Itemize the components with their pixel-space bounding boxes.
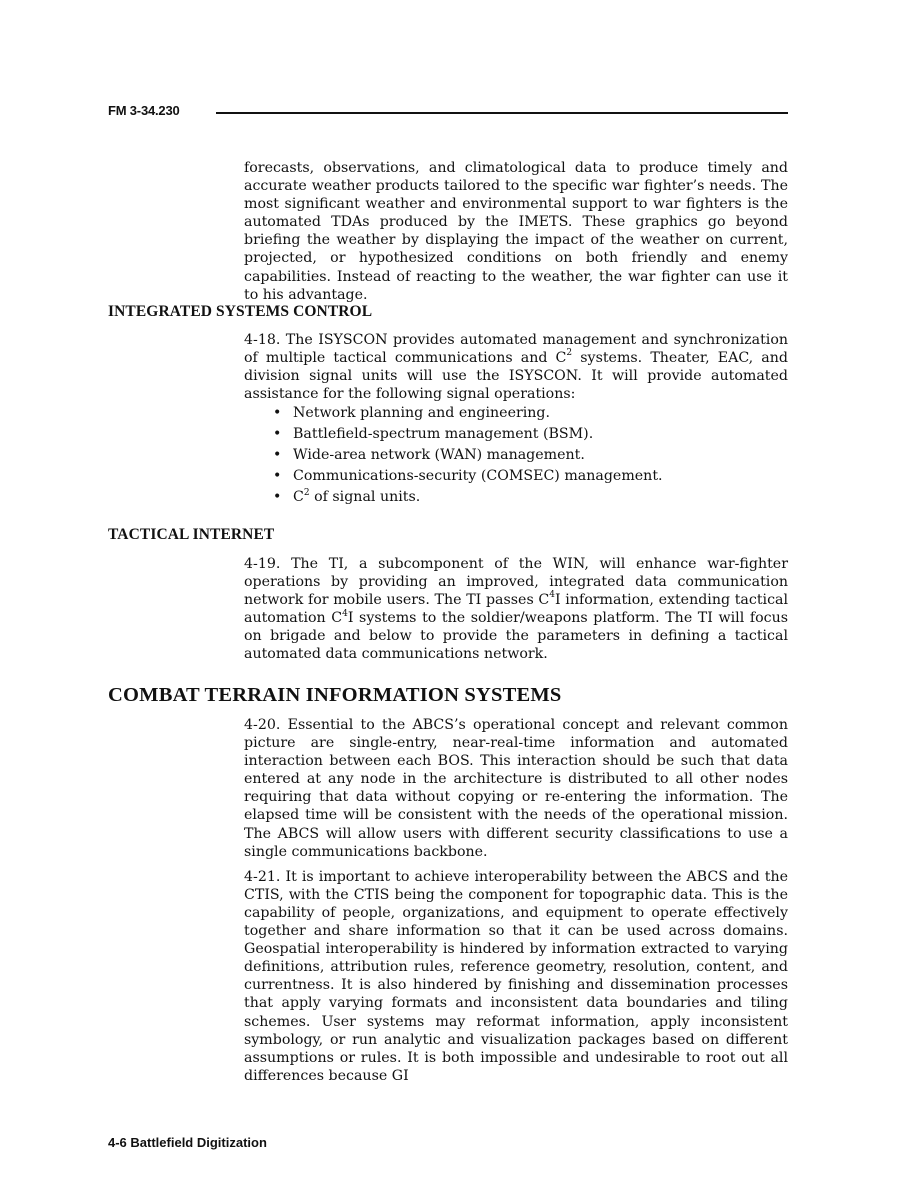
c2-superscript: 2	[566, 348, 573, 359]
paragraph-4-19-part-3: I systems to the soldier/weapons platform. The TI will focus on brigade and below to provide the parameters in defining a tactical automated data communications network.	[244, 610, 788, 663]
bullet-icon: •	[273, 426, 282, 443]
c2-superscript: 2	[303, 487, 310, 498]
page-footer: 4-6 Battlefield Digitization	[108, 1135, 267, 1150]
c4-superscript: 4	[549, 590, 556, 601]
paragraph-4-18	[244, 331, 788, 403]
list-item-text: Battlefield-spectrum management (BSM).	[293, 426, 594, 443]
list-item	[244, 466, 788, 487]
paragraph-4-20: 4-20. Essential to the ABCS’s operational concept and relevant common picture are single-entry, near-real-time information and automated interaction between each BOS. This interaction should be such that data entered at any node in the architecture is distributed to all other nodes requiring that data without copying or re-entering the information. The elapsed time will be consistent with the needs of the operational mission. The ABCS will allow users with different security classifications to use a single communications backbone.	[244, 717, 788, 860]
list-item-text: Wide-area network (WAN) management.	[293, 447, 585, 464]
list-item	[244, 403, 788, 424]
heading-tactical-internet: TACTICAL INTERNET	[108, 526, 275, 543]
paragraph-4-19-part-2: I information, extending tactical automation C	[244, 592, 789, 627]
paragraph-4-19-part-1: 4-19. The TI, a subcomponent of the WIN, will enhance war-fighter operations by providing an improved, integrated data communication network for mobile users. The TI passes C	[244, 556, 788, 609]
list-item-text: Network planning and engineering.	[293, 405, 551, 422]
header-rule	[216, 112, 788, 114]
running-header	[108, 103, 788, 123]
ctis-section	[244, 716, 788, 1085]
list-item	[244, 487, 788, 508]
bullet-icon: •	[273, 489, 282, 506]
intro-text: forecasts, observations, and climatological data to produce timely and accurate weather products tailored to the specific war fighter’s needs. The most significant weather and environmental support to war fighters is the automated TDAs produced by the IMETS. These graphics go beyond briefing the weather by displaying the impact of the weather on current, projected, or hypothesized conditions on both friendly and enemy capabilities. Instead of reacting to the weather, the war fighter can use it to his advantage.	[244, 160, 788, 303]
c4-superscript: 4	[342, 608, 348, 619]
bullet-icon: •	[273, 468, 282, 485]
signal-operations-list	[244, 403, 788, 508]
bullet-icon: •	[273, 405, 282, 422]
paragraph-4-19	[244, 555, 788, 664]
heading-integrated-systems-control: INTEGRATED SYSTEMS CONTROL	[108, 303, 373, 320]
list-item-text-b: of signal units.	[309, 489, 421, 506]
list-item-text: Communications-security (COMSEC) management.	[293, 468, 663, 485]
heading-combat-terrain-information-systems: COMBAT TERRAIN INFORMATION SYSTEMS	[108, 684, 562, 706]
bullet-icon: •	[273, 447, 282, 464]
isyscon-section	[244, 331, 788, 508]
paragraph-4-18-text-a: 4-18. The ISYSCON provides automated management and synchronization of multiple tactical communications and C	[244, 332, 788, 367]
intro-paragraph	[244, 159, 788, 304]
manual-id: FM 3-34.230	[108, 103, 180, 118]
list-item	[244, 424, 788, 445]
tactical-internet-section	[244, 555, 788, 664]
paragraph-4-18-text-b: systems. Theater, EAC, and division signal units will use the ISYSCON. It will provide automated assistance for the following signal operations:	[244, 350, 788, 403]
list-item-text-a: C	[293, 489, 304, 506]
paragraph-4-21: 4-21. It is important to achieve interoperability between the ABCS and the CTIS, with the CTIS being the component for topographic data. This is the capability of people, organizations, and equipment to operate effectively together and share information so that it can be used across domains. Geospatial interoperability is hindered by information extracted to varying definitions, attribution rules, reference geometry, resolution, content, and currentness. It is also hindered by finishing and dissemination processes that apply varying formats and inconsistent data boundaries and tiling schemes. User systems may reformat information, apply inconsistent symbology, or run analytic and visualization packages based on different assumptions or rules. It is both impossible and undesirable to root out all differences because GI	[244, 868, 788, 1084]
list-item	[244, 445, 788, 466]
